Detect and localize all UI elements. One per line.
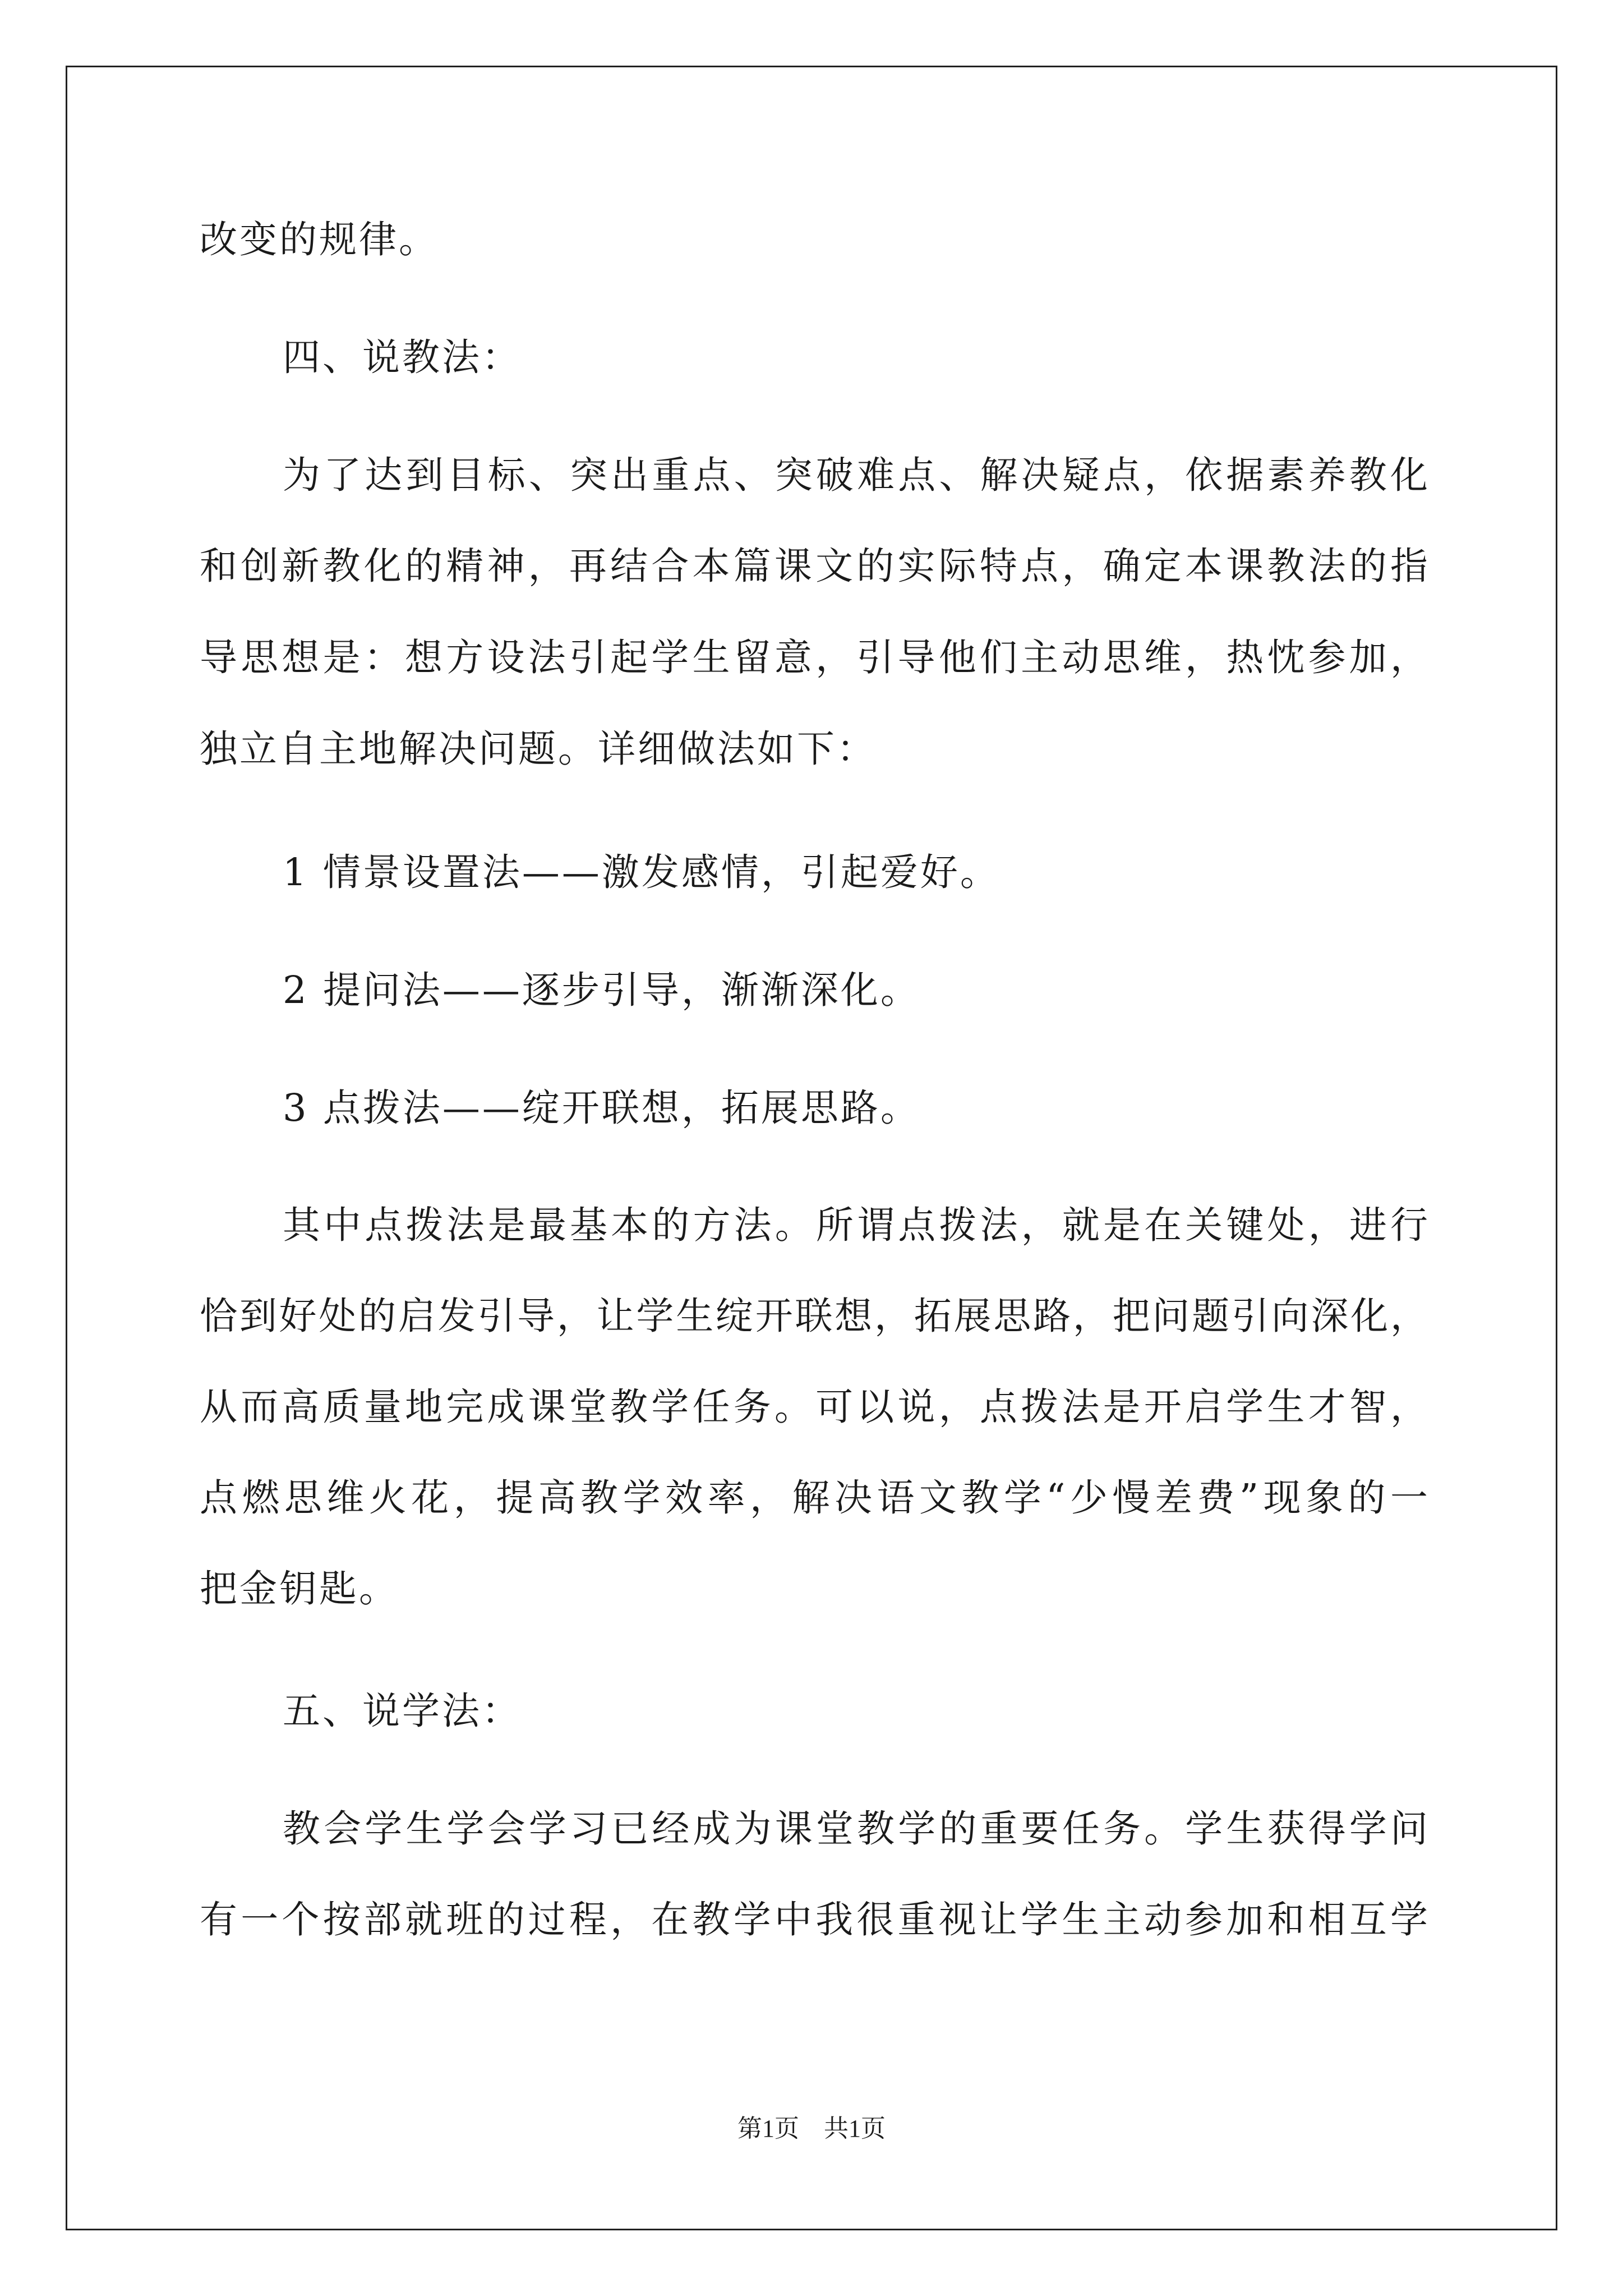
- text-line: 点燃思维火花，提高教学效率，解决语文教学“少慢差费”现象的一: [200, 1476, 1428, 1520]
- list-item: 1 情景设置法——激发感情，引起爱好。: [283, 850, 1000, 894]
- text-line: 独立自主地解决问题。详细做法如下：: [200, 727, 877, 771]
- list-item: 2 提问法——逐步引导，渐渐深化。: [283, 968, 920, 1012]
- text-line: 和创新教化的精神，再结合本篇课文的实际特点，确定本课教法的指: [200, 544, 1428, 588]
- text-line: 教会学生学会学习已经成为课堂教学的重要任务。学生获得学问: [283, 1807, 1428, 1851]
- list-item: 3 点拨法——绽开联想，拓展思路。: [283, 1086, 920, 1130]
- text-line: 把金钥匙。: [200, 1567, 399, 1611]
- page-number: 第1页 共1页: [737, 2115, 886, 2142]
- text-line: 从而高质量地完成课堂教学任务。可以说，点拨法是开启学生才智，: [200, 1385, 1428, 1429]
- text-line: 改变的规律。: [200, 218, 439, 261]
- text-line: 其中点拨法是最基本的方法。所谓点拨法，就是在关键处，进行: [283, 1203, 1428, 1247]
- section-heading: 五、说学法：: [283, 1689, 522, 1733]
- text-line: 有一个按部就班的过程，在教学中我很重视让学生主动参加和相互学: [200, 1898, 1428, 1941]
- text-line: 为了达到目标、突出重点、突破难点、解决疑点，依据素养教化: [283, 453, 1428, 497]
- text-line: 导思想是：想方设法引起学生留意，引导他们主动思维，热忱参加，: [200, 636, 1428, 679]
- section-heading: 四、说教法：: [283, 335, 522, 379]
- text-line: 恰到好处的启发引导，让学生绽开联想，拓展思路，把问题引向深化，: [200, 1294, 1428, 1338]
- page-footer: [0, 2113, 1623, 2145]
